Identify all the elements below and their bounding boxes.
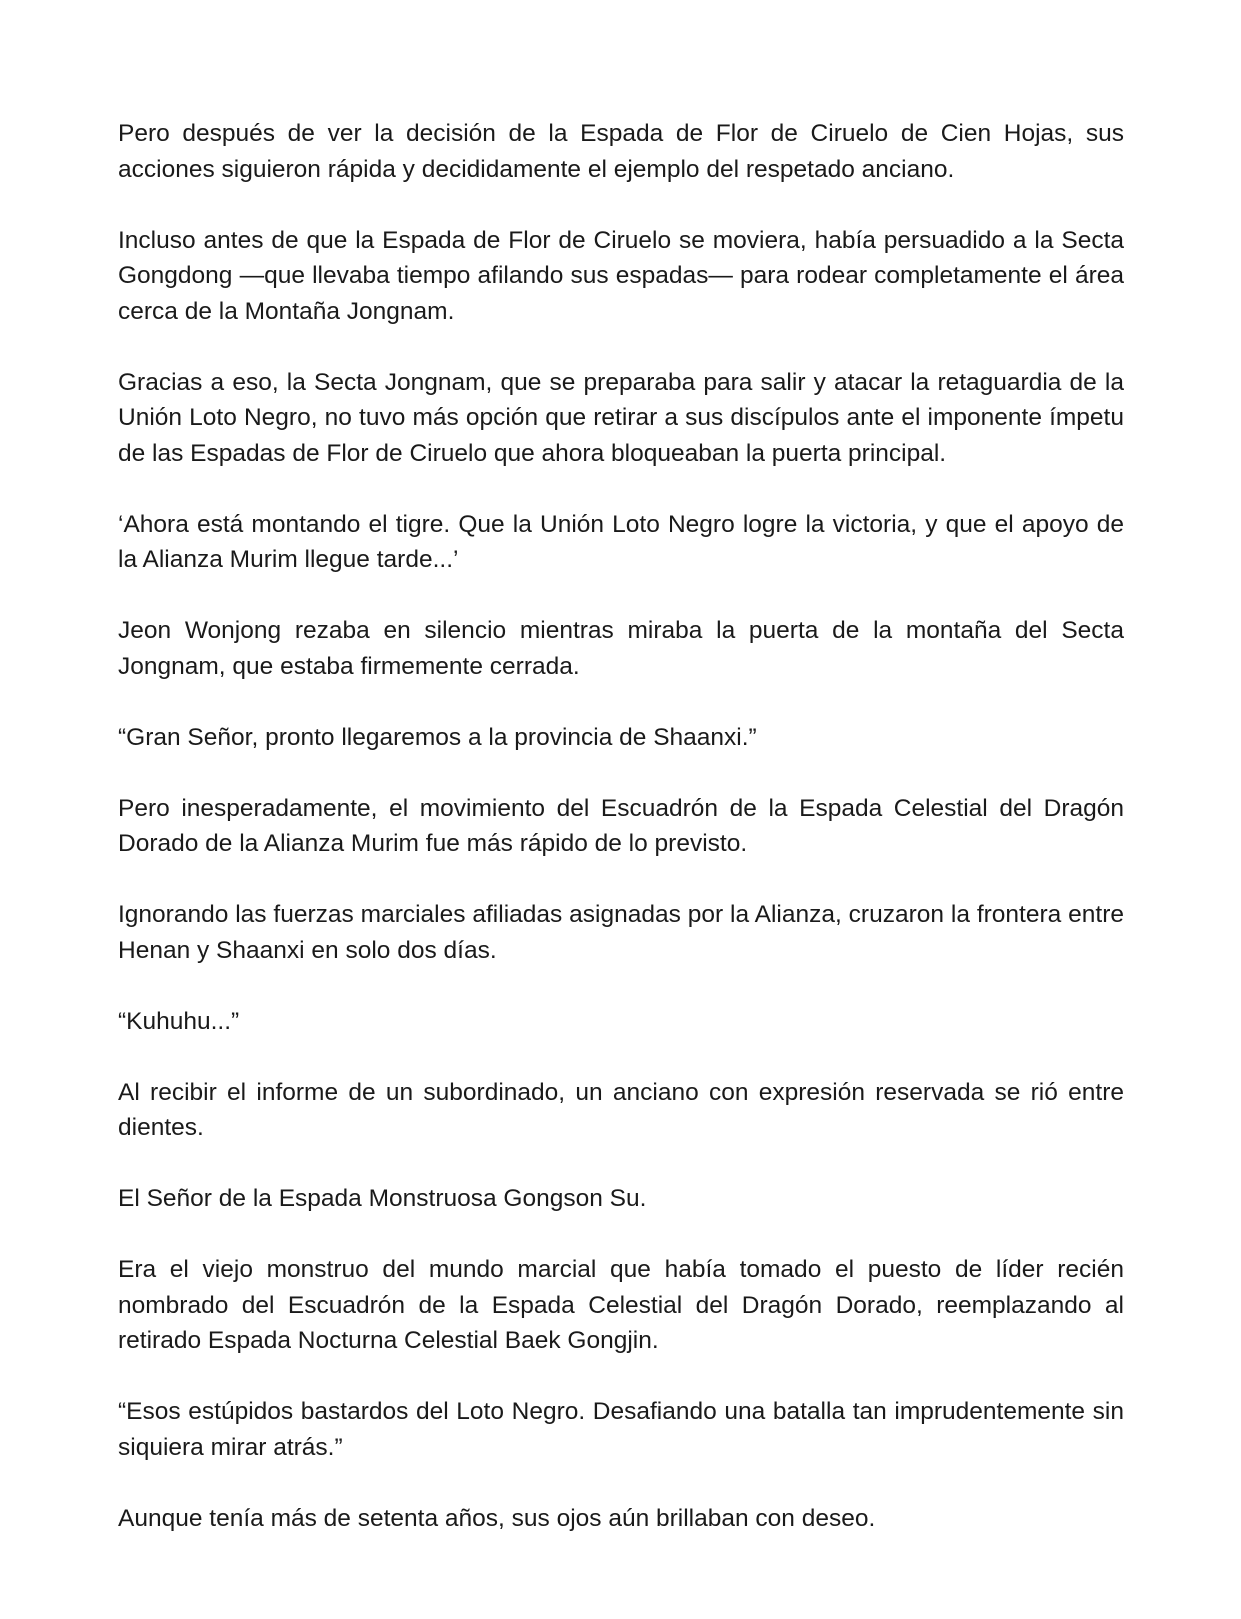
paragraph: “Esos estúpidos bastardos del Loto Negro. Desafiando una batalla tan imprudentemente sin siquiera mirar atrás.” <box>118 1398 1124 1461</box>
paragraph: “Kuhuhu...” <box>118 1007 240 1035</box>
paragraph: Era el viejo monstruo del mundo marcial que había tomado el puesto de líder recién nombrado del Escuadrón de la Espada Celestial del Dragón Dorado, reemplazando al retirado Espada Nocturna Celestial Baek Gongjin. <box>118 1256 1124 1354</box>
document-page <box>118 116 1124 1536</box>
paragraph: Pero inesperadamente, el movimiento del Escuadrón de la Espada Celestial del Dragón Dorado de la Alianza Murim fue más rápido de lo previsto. <box>118 794 1124 857</box>
paragraph: Al recibir el informe de un subordinado, un anciano con expresión reservada se rió entre dientes. <box>118 1078 1124 1141</box>
paragraph: “Gran Señor, pronto llegaremos a la provincia de Shaanxi.” <box>118 723 757 751</box>
paragraph: Aunque tenía más de setenta años, sus ojos aún brillaban con deseo. <box>118 1504 876 1532</box>
paragraph: El Señor de la Espada Monstruosa Gongson Su. <box>118 1185 647 1212</box>
paragraph: ‘Ahora está montando el tigre. Que la Unión Loto Negro logre la victoria, y que el apoyo de la Alianza Murim llegue tarde...’ <box>118 510 1124 573</box>
paragraph: Jeon Wonjong rezaba en silencio mientras miraba la puerta de la montaña del Secta Jongnam, que estaba firmemente cerrada. <box>118 617 1124 680</box>
paragraph: Incluso antes de que la Espada de Flor de Ciruelo se moviera, había persuadido a la Secta Gongdong —que llevaba tiempo afilando sus espadas— para rodear completamente el área cerca de la Montaña Jongnam. <box>118 226 1124 325</box>
paragraph: Pero después de ver la decisión de la Espada de Flor de Ciruelo de Cien Hojas, sus acciones siguieron rápida y decididamente el ejemplo del respetado anciano. <box>118 120 1124 183</box>
paragraph: Ignorando las fuerzas marciales afiliadas asignadas por la Alianza, cruzaron la frontera entre Henan y Shaanxi en solo dos días. <box>118 901 1124 964</box>
paragraph: Gracias a eso, la Secta Jongnam, que se preparaba para salir y atacar la retaguardia de la Unión Loto Negro, no tuvo más opción que retirar a sus discípulos ante el imponente ímpetu de las Espadas de Flor de Ciruelo que ahora bloqueaban la puerta principal. <box>118 368 1124 467</box>
